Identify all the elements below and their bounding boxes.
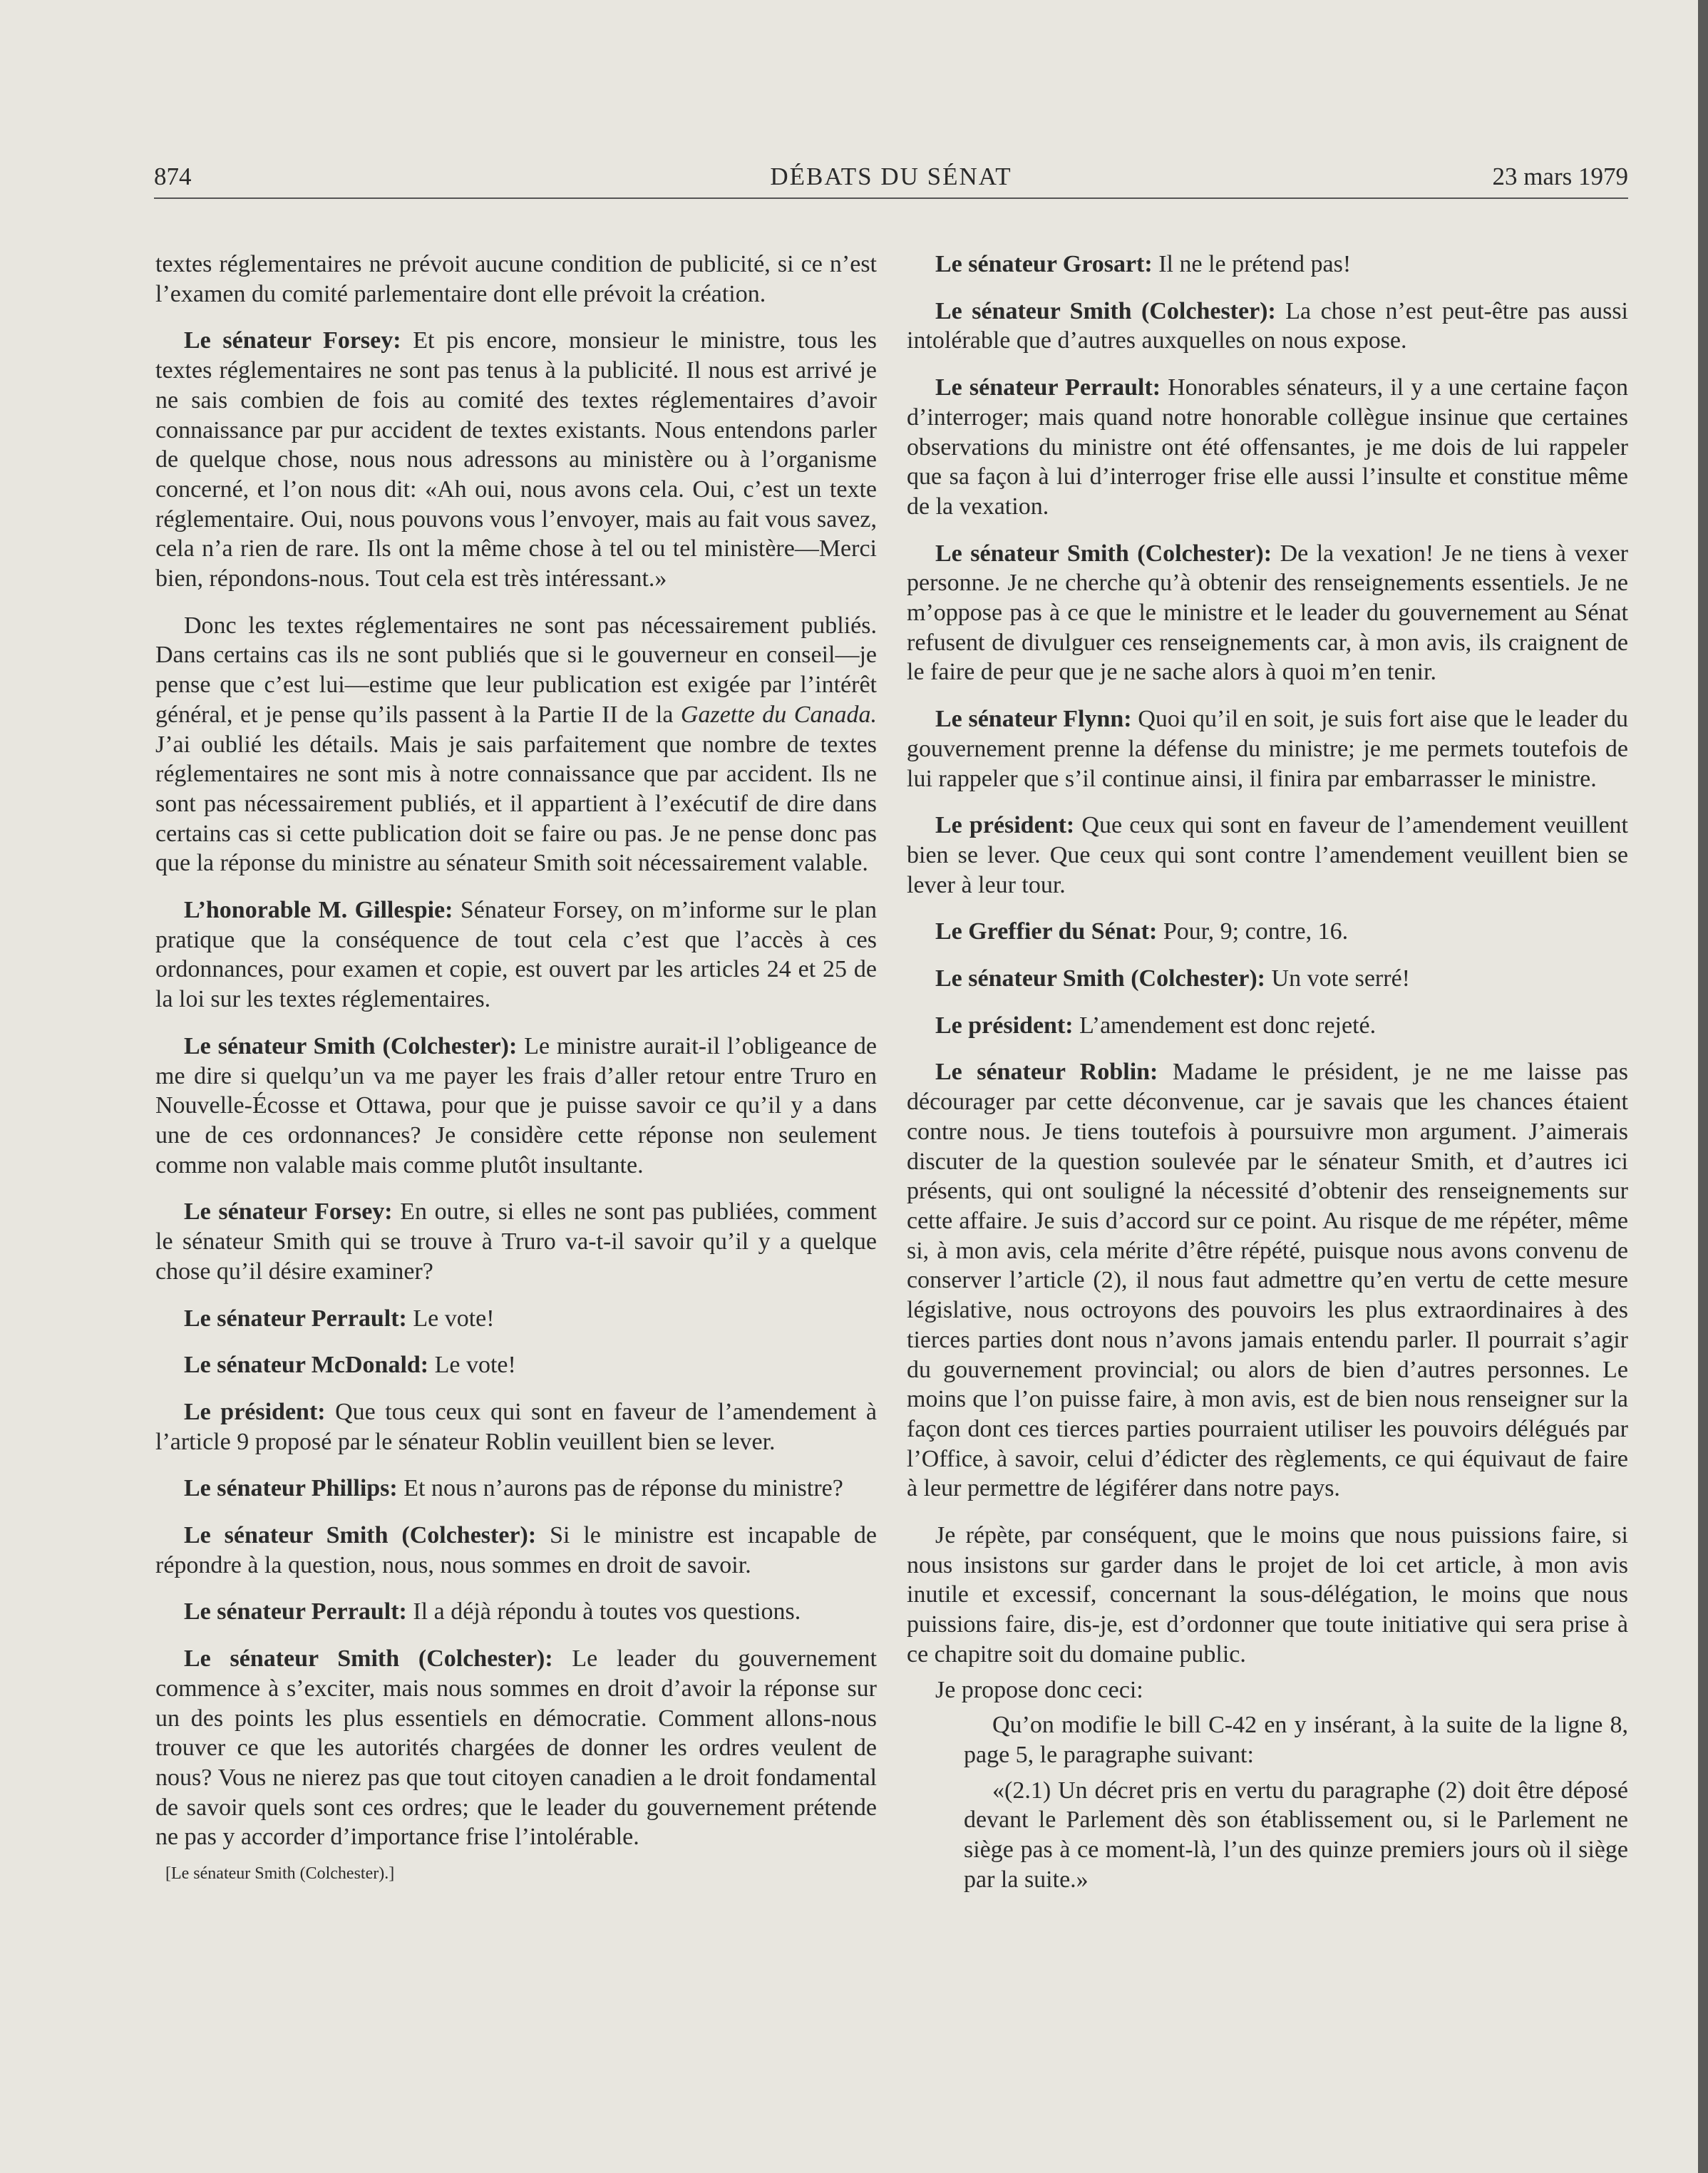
speaker: Le sénateur Phillips: <box>184 1475 398 1502</box>
speech-text: Sénateur Forsey, on m’informe sur le plan pratique que la conséquence de tout cela c’est que l’accès à ces ordonnances, pour examen et copie, est ouvert par les articles 24 et 25 de la loi sur les textes réglementaires. <box>155 897 878 1013</box>
paragraph <box>155 611 877 878</box>
speech-text: Et nous n’aurons pas de réponse du ministre? <box>397 1475 843 1502</box>
speech-smith <box>907 539 1628 688</box>
speaker: Le sénateur Grosart: <box>935 251 1153 277</box>
speaker: Le Greffier du Sénat: <box>935 918 1158 945</box>
paragraph: Je propose donc ceci: <box>935 1676 1143 1703</box>
speech-grosart <box>907 250 1628 279</box>
speaker: L’honorable M. Gillespie: <box>184 897 453 924</box>
speech-text: L’amendement est donc rejeté. <box>1073 1012 1377 1039</box>
speaker: Le sénateur Smith (Colchester): <box>935 297 1276 324</box>
speech-text: Un vote serré! <box>1265 965 1410 992</box>
publication-title: DÉBATS DU SÉNAT <box>770 163 1012 190</box>
speaker: Le sénateur Perrault: <box>184 1598 407 1625</box>
speech-president <box>907 811 1628 900</box>
speech-roblin <box>907 1057 1628 1504</box>
speaker: Le sénateur Smith (Colchester): <box>184 1522 537 1549</box>
page-date: 23 mars 1979 <box>1492 163 1628 190</box>
speaker: Le président: <box>935 1012 1074 1039</box>
page-edge-shadow <box>1698 0 1708 2173</box>
speech-flynn <box>907 704 1628 793</box>
speaker: Le sénateur Smith (Colchester): <box>184 1032 518 1059</box>
speaker: Le sénateur Smith (Colchester): <box>935 965 1266 992</box>
speech-smith <box>907 297 1628 356</box>
motion-quote: «(2.1) Un décret pris en vertu du paragraphe (2) doit être déposé devant le Parlement dès son établissement ou, si le Parlement ne siège pas à ce moment-là, l’un des quinze premiers jours où il siège par la suite.» <box>964 1777 1628 1893</box>
speech-text: Si le ministre est incapable de répondre à la question, nous, nous sommes en droit de savoir. <box>155 1522 877 1578</box>
speech-gillespie <box>155 895 877 1014</box>
speech-text: La chose n’est peut-être pas aussi intolérable que d’autres auxquelles on nous expose. <box>907 297 1628 354</box>
speech-text: Le vote! <box>406 1305 495 1332</box>
speech-text: Et pis encore, monsieur le ministre, tous les textes réglementaires ne sont pas tenus à la publicité. Il nous est arrivé je ne sais combien de fois au comité des textes réglementaires d’avoir connaissance par pur accident de textes existants. Nous entendons parler de quelque chose, nous nous adressons au ministère ou à l’organisme concerné, et l’on nous dit: «Ah oui, nous avons cela. Oui, c’est un texte réglementaire. Oui, nous pouvons vous l’envoyer, mais au fait vous savez, cela n’a rien de rare. Ils ont la même chose à tel ou tel ministère—Merci bien, répondons-nous. Tout cela est très intéressant.» <box>155 327 877 592</box>
running-header <box>154 163 1628 198</box>
speech-smith <box>155 1521 877 1580</box>
speech-text: Il a déjà répondu à toutes vos questions. <box>406 1598 801 1625</box>
left-column <box>155 250 877 1889</box>
speech-greffier <box>907 917 1628 947</box>
speaker: Le président: <box>935 812 1075 839</box>
speech-text: Le vote! <box>428 1352 516 1379</box>
speech-forsey <box>155 1197 877 1286</box>
gazette-title: Gazette du Canada. <box>680 701 877 728</box>
speech-smith <box>155 1032 877 1181</box>
speaker: Le président: <box>184 1398 326 1425</box>
speech-president <box>907 1011 1628 1041</box>
paragraph: Je répète, par conséquent, que le moins que nous puissions faire, si nous insistons sur garder dans le projet de loi cet article, à mon avis inutile et excessif, concernant la sous-délégation, le moins que nous puissions faire, dis-je, est d’ordonner que toute initiative qui sera prise à ce chapitre soit du domaine public. <box>907 1522 1628 1668</box>
speech-smith <box>907 964 1628 994</box>
speech-text: De la vexation! Je ne tiens à vexer personne. Je ne cherche qu’à obtenir des renseignements essentiels. Je ne m’oppose pas à ce que le ministre et le leader du gouvernement au Sénat refusent de divulguer ces renseignements car, à mon avis, ils craignent de le faire de peur que je ne sache alors à quoi m’en tenir. <box>907 540 1628 686</box>
speech-perrault <box>155 1304 877 1334</box>
speech-text: En outre, si elles ne sont pas publiées, comment le sénateur Smith qui se trouve à Truro va-t-il savoir qu’il y a quelque chose qu’il désire examiner? <box>155 1198 877 1285</box>
speaker: Le sénateur Perrault: <box>184 1305 407 1332</box>
footnote: [Le sénateur Smith (Colchester).] <box>165 1864 395 1884</box>
speech-smith <box>155 1644 877 1852</box>
speech-text: Madame le président, je ne me laisse pas décourager par cette déconvenue, car je savais que les chances étaient contre nous. Je tiens toutefois à poursuivre mon argument. J’aimerais discuter de la question soulevée par le sénateur Smith, et d’autres ici présents, qui ont souligné la nécessité d’obtenir des renseignements sur cette affaire. Je suis d’accord sur ce point. Au risque de me répéter, même si, à mon avis, cela mérite d’être répété, puisque nous avons convenu de conserver l’article (2), il nous faut admettre qu’en vertu de cette mesure législative, nous octroyons des pouvoirs les plus extraordinaires à des tierces parties dont nous n’avons jamais entendu parler. Il pourrait s’agir du gouvernement provincial; ou alors de bien d’autres personnes. Le moins que l’on puisse faire, à mon avis, est de bien nous renseigner sur la façon dont ces tierces parties pourraient utiliser les pouvoirs délégués par l’Office, à savoir, celui d’édicter des règlements, ce qui équivaut de faire à leur permettre de légiférer dans notre pays. <box>907 1059 1629 1502</box>
speaker: Le sénateur Smith (Colchester): <box>184 1645 553 1673</box>
speaker: Le sénateur McDonald: <box>184 1352 429 1379</box>
speech-president <box>155 1397 877 1457</box>
paragraph-text: J’ai oublié les détails. Mais je sais parfaitement que nombre de textes réglementaires ne sont mis à notre connaissance que par accident. Ils ne sont pas nécessairement publiés, et il appartient à l’exécutif de dire dans certains cas si cette publication doit se faire ou pas. Je ne pense donc pas que la réponse du ministre au sénateur Smith soit nécessairement valable. <box>155 731 877 877</box>
speaker: Le sénateur Smith (Colchester): <box>935 540 1272 567</box>
speaker: Le sénateur Roblin: <box>935 1059 1158 1086</box>
speech-text: Que tous ceux qui sont en faveur de l’amendement à l’article 9 proposé par le sénateur Roblin veuillent bien se lever. <box>155 1398 877 1455</box>
speaker: Le sénateur Forsey: <box>184 327 401 354</box>
speech-text: Que ceux qui sont en faveur de l’amendement veuillent bien se lever. Que ceux qui sont contre l’amendement veuillent bien se lever à leur tour. <box>907 812 1628 898</box>
speaker: Le sénateur Perrault: <box>935 374 1161 401</box>
page-number: 874 <box>154 163 192 190</box>
speech-mcdonald <box>155 1350 877 1380</box>
speaker: Le sénateur Forsey: <box>184 1198 393 1226</box>
speech-text: Quoi qu’il en soit, je suis fort aise que le leader du gouvernement prenne la défense du ministre; je me permets toutefois de lui rappeler que s’il continue ainsi, il finira par embarrasser le ministre. <box>907 706 1628 792</box>
speech-text: Honorables sénateurs, il y a une certaine façon d’interroger; mais quand notre honorable collègue insinue que certaines observations du ministre ont été offensantes, je me dois de lui rappeler que sa façon à lui d’interroger frise elle aussi l’insulte et constitue même de la vexation. <box>907 374 1628 520</box>
speech-perrault <box>907 373 1628 522</box>
speech-phillips <box>155 1474 877 1504</box>
paragraph-text: Donc les textes réglementaires ne sont pas nécessairement publiés. Dans certains cas ils ne sont publiés que si le gouverneur en conseil—je pense que c’est lui—estime que leur publication est exigée par l’intérêt général, et je pense qu’ils passent à la Partie II de la <box>155 612 877 728</box>
right-column <box>907 250 1628 1911</box>
speaker: Le sénateur Flynn: <box>935 706 1132 733</box>
header-rule <box>154 197 1628 199</box>
speech-text: Il ne le prétend pas! <box>1152 251 1352 277</box>
speech-text: Pour, 9; contre, 16. <box>1157 918 1349 945</box>
motion-text: Qu’on modifie le bill C-42 en y insérant, à la suite de la ligne 8, page 5, le paragraphe suivant: <box>964 1712 1628 1768</box>
speech-text: Le leader du gouvernement commence à s’exciter, mais nous sommes en droit d’avoir la réponse sur un des points les plus essentiels en démocratie. Comment allons-nous trouver ce que les autorités chargées de donner les ordres veulent de nous? Vous ne nierez pas que tout citoyen canadien a le droit fondamental de savoir quels sont ces ordres; que le leader du gouvernement prétende ne pas y accorder d’importance frise l’intolérable. <box>155 1645 877 1851</box>
speech-perrault <box>155 1597 877 1627</box>
paragraph: textes réglementaires ne prévoit aucune condition de publicité, si ce n’est l’examen du comité parlementaire dont elle prévoit la création. <box>155 251 877 307</box>
speech-forsey <box>155 326 877 593</box>
speech-text: Le ministre aurait-il l’obligeance de me dire si quelqu’un va me payer les frais d’aller retour entre Truro en Nouvelle-Écosse et Ottawa, pour que je puisse savoir ce qu’il y a dans une de ces ordonnances? Je considère cette réponse non seulement comme non valable mais comme plutôt insultante. <box>155 1032 877 1178</box>
